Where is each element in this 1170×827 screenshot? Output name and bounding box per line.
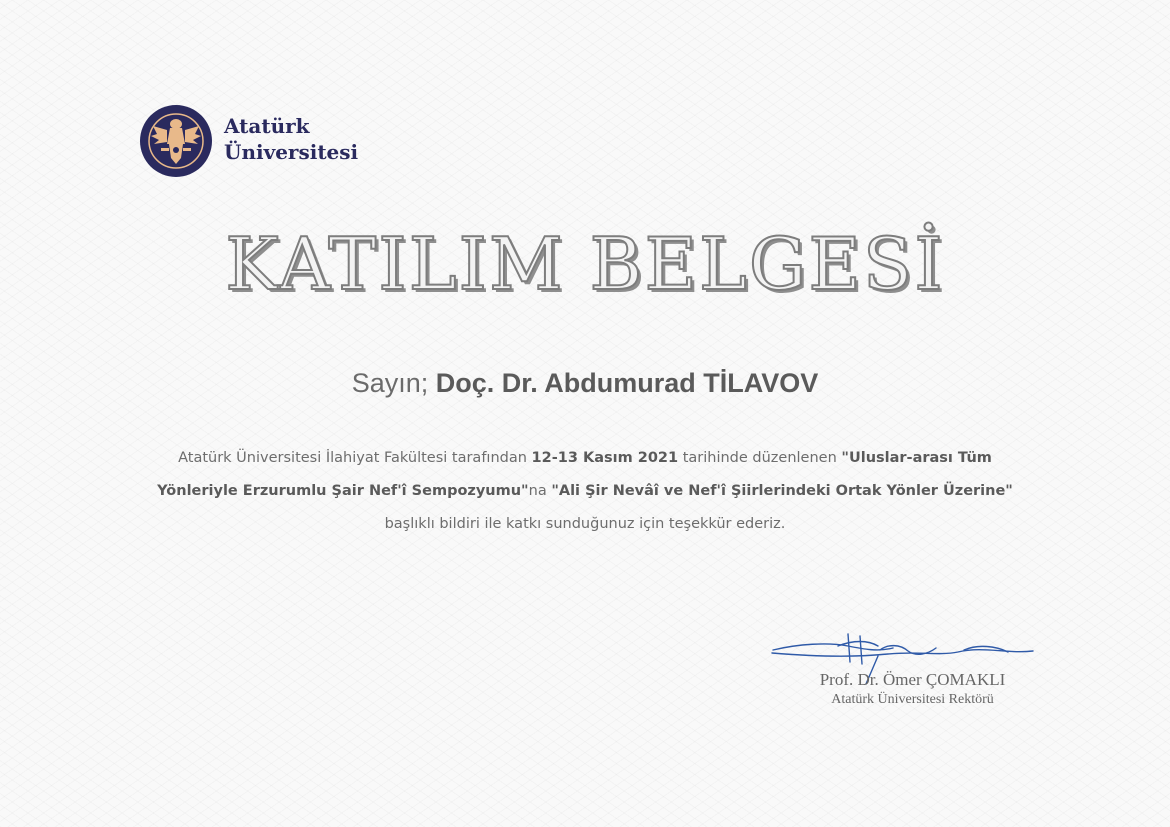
university-emblem-icon xyxy=(139,104,213,178)
paper-title: "Ali Şir Nevâî ve Nef'î Şiirlerindeki Ortak Yönler Üzerine" xyxy=(551,483,1013,499)
body-text: başlıklı bildiri ile katkı sunduğunuz için teşekkür ederiz. xyxy=(384,516,786,532)
certificate-title: KATILIM BELGESİ xyxy=(225,222,945,306)
body-text: na xyxy=(528,483,552,499)
body-text: tarihinde düzenlenen xyxy=(678,450,842,466)
recipient-name: Doç. Dr. Abdumurad TİLAVOV xyxy=(435,368,819,398)
signatory-title: Atatürk Üniversitesi Rektörü xyxy=(831,692,994,707)
university-name-line1: Atatürk xyxy=(224,114,310,138)
recipient-line xyxy=(0,368,1170,399)
event-name: "Uluslar-arası Tüm Yönleriyle Erzurumlu Şair Nef'î Sempozyumu" xyxy=(157,450,992,499)
university-wordmark xyxy=(224,113,358,165)
university-name-line2: Üniversitesi xyxy=(224,140,359,164)
signatory-block xyxy=(760,670,1065,708)
certificate-body xyxy=(140,442,1030,541)
body-text: Atatürk Üniversitesi İlahiyat Fakültesi tarafından xyxy=(178,450,532,466)
signatory-name: Prof. Dr. Ömer ÇOMAKLI xyxy=(819,670,1006,689)
salutation: Sayın; xyxy=(351,368,429,398)
event-date: 12-13 Kasım 2021 xyxy=(531,450,679,466)
